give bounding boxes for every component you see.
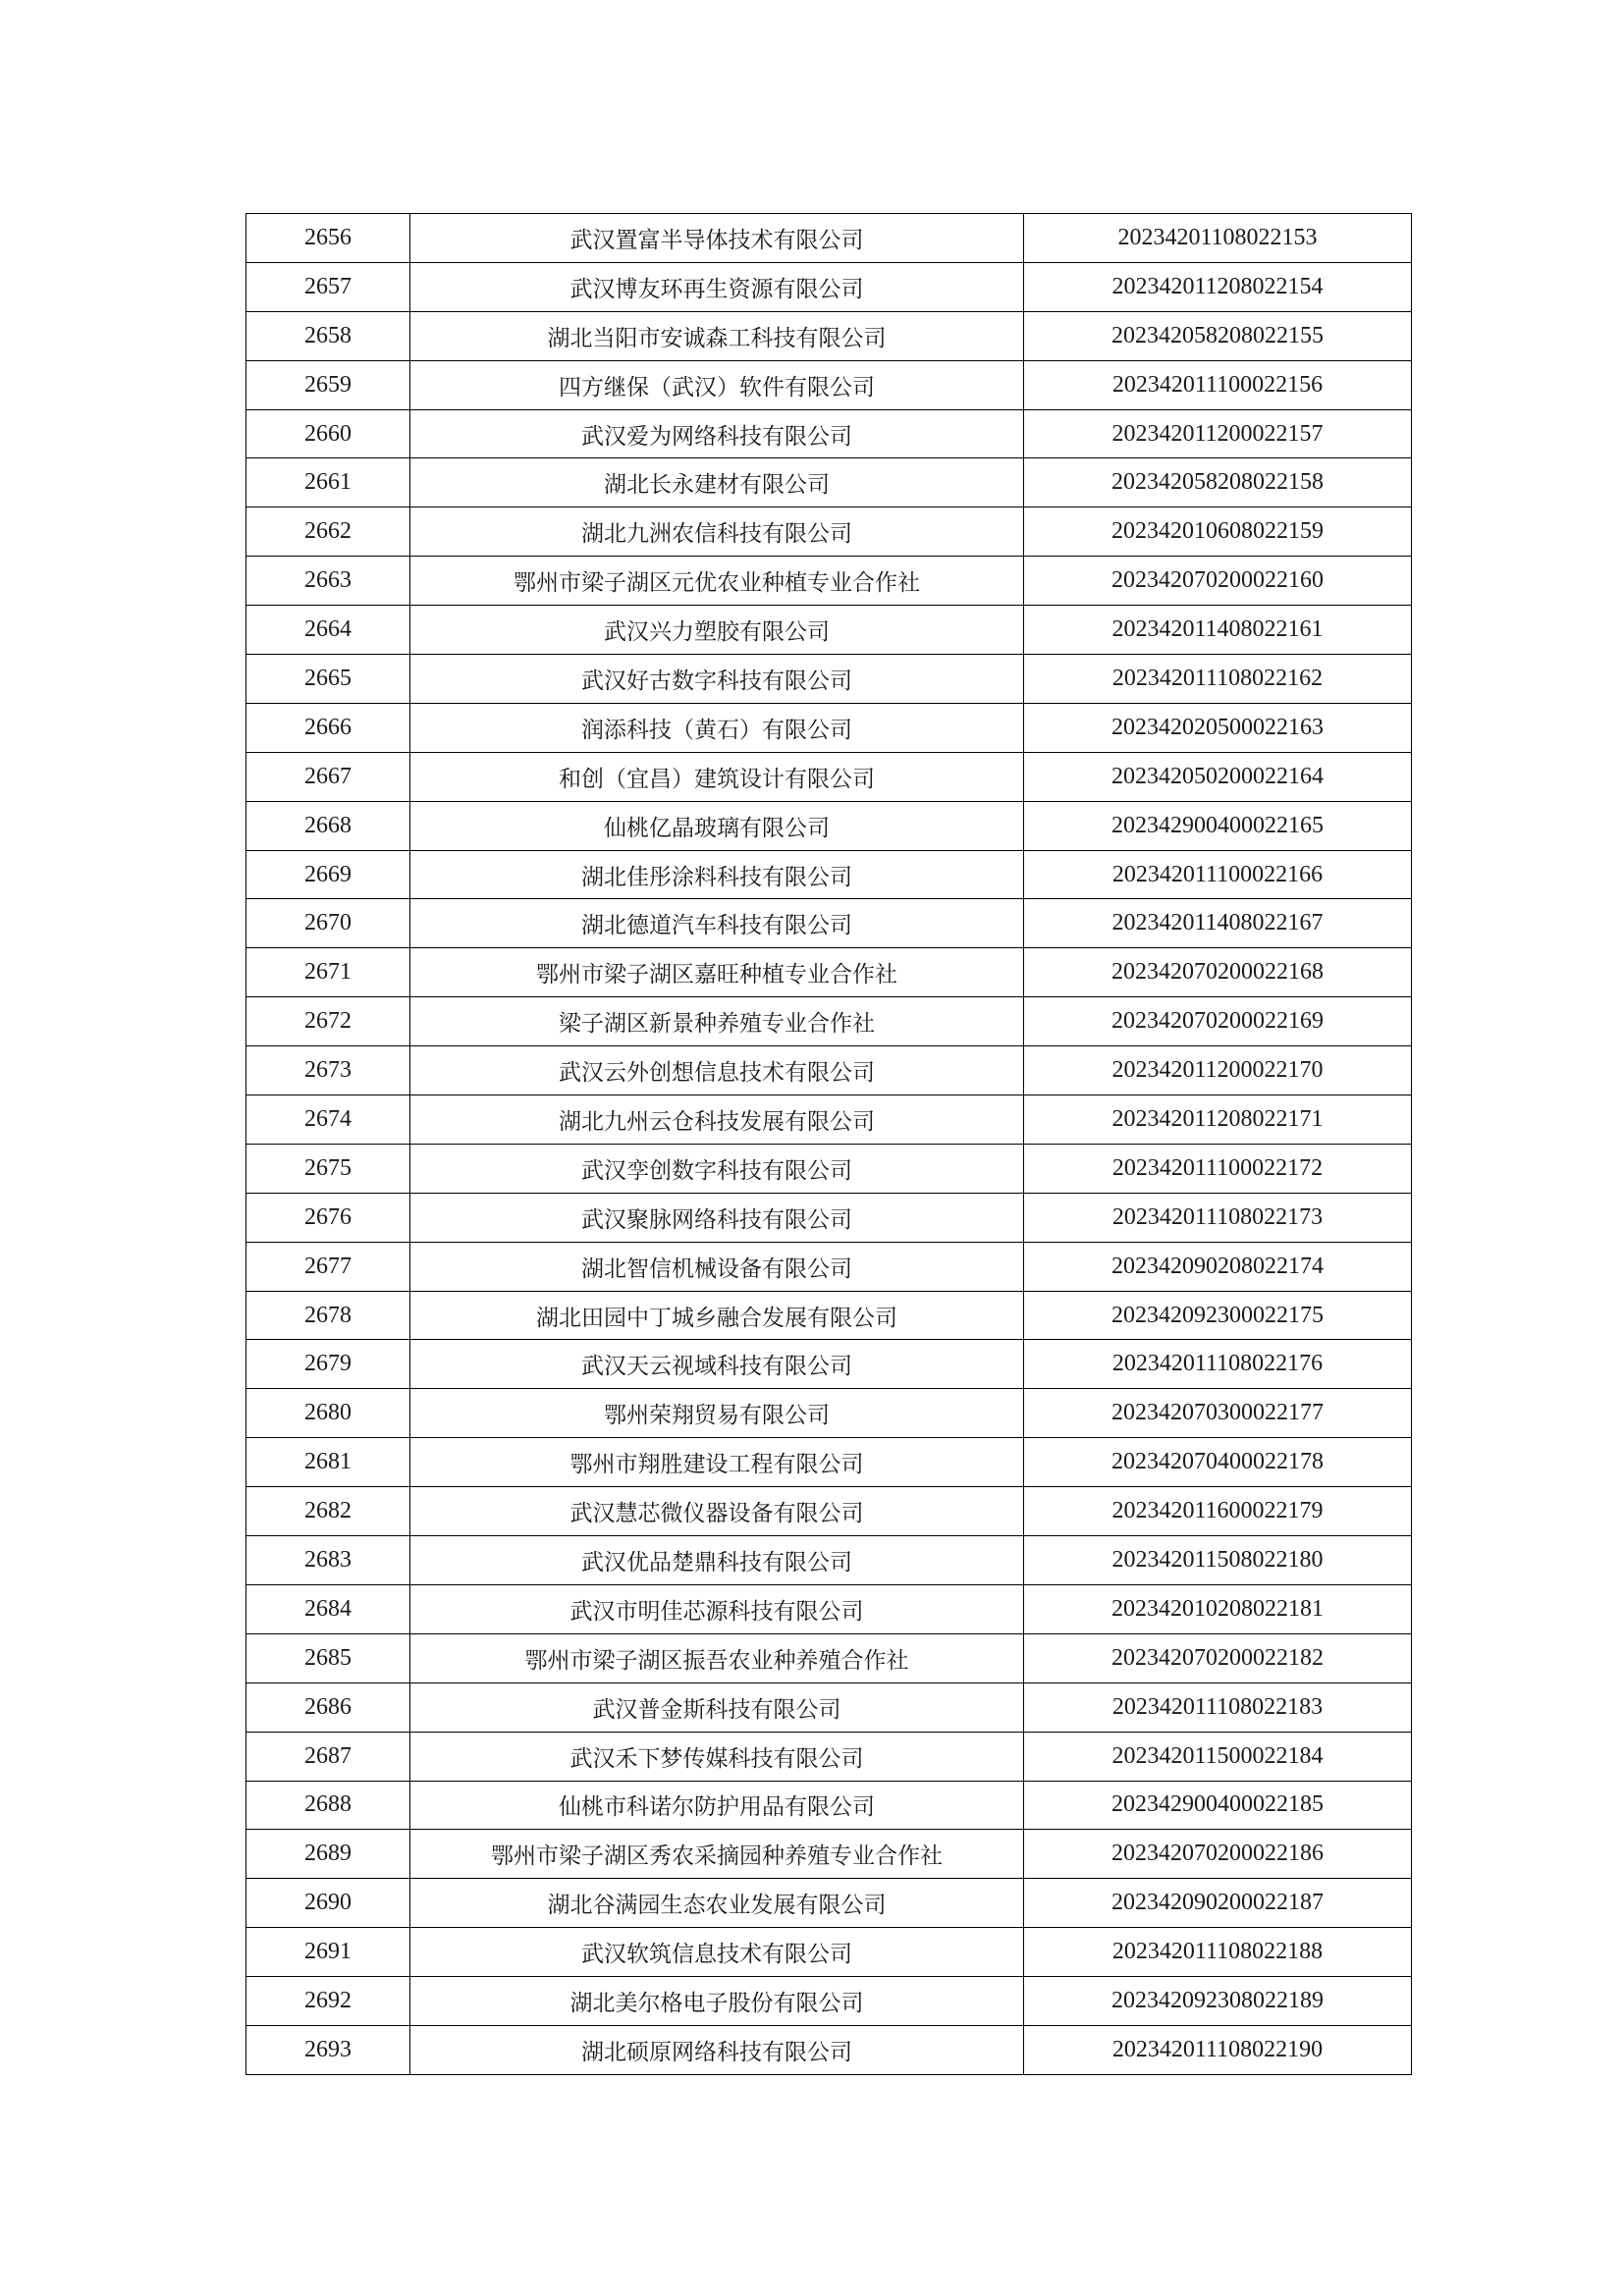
row-index-cell: 2684 xyxy=(246,1584,410,1633)
registration-code-cell: 202342058208022158 xyxy=(1024,458,1412,507)
table-row xyxy=(246,1340,1412,1389)
row-index-cell: 2679 xyxy=(246,1340,410,1389)
company-name-cell: 鄂州市梁子湖区嘉旺种植专业合作社 xyxy=(410,948,1024,997)
company-name-cell: 仙桃市科诺尔防护用品有限公司 xyxy=(410,1781,1024,1830)
company-name-cell: 鄂州市翔胜建设工程有限公司 xyxy=(410,1438,1024,1487)
table-row xyxy=(246,311,1412,360)
registration-code-cell: 202342070300022177 xyxy=(1024,1389,1412,1438)
company-name-cell: 武汉优品楚鼎科技有限公司 xyxy=(410,1536,1024,1585)
company-name-cell: 湖北九州云仓科技发展有限公司 xyxy=(410,1095,1024,1145)
row-index-cell: 2690 xyxy=(246,1879,410,1928)
registration-code-cell: 202342011108022162 xyxy=(1024,655,1412,704)
company-name-cell: 湖北长永建材有限公司 xyxy=(410,458,1024,507)
row-index-cell: 2668 xyxy=(246,801,410,850)
registration-code-cell: 202342011508022180 xyxy=(1024,1536,1412,1585)
table-row xyxy=(246,1682,1412,1732)
row-index-cell: 2680 xyxy=(246,1389,410,1438)
row-index-cell: 2660 xyxy=(246,409,410,458)
table-row xyxy=(246,1879,1412,1928)
row-index-cell: 2683 xyxy=(246,1536,410,1585)
registration-code-cell: 202342900400022165 xyxy=(1024,801,1412,850)
table-row xyxy=(246,1830,1412,1879)
table-row xyxy=(246,1095,1412,1145)
table-row xyxy=(246,214,1412,263)
company-name-cell: 梁子湖区新景种养殖专业合作社 xyxy=(410,997,1024,1046)
registration-code-cell: 202342020500022163 xyxy=(1024,703,1412,752)
row-index-cell: 2669 xyxy=(246,850,410,899)
table-row xyxy=(246,1781,1412,1830)
row-index-cell: 2664 xyxy=(246,606,410,655)
registration-code-cell: 202342011108022190 xyxy=(1024,2025,1412,2074)
table-row xyxy=(246,1977,1412,2026)
company-name-cell: 武汉软筑信息技术有限公司 xyxy=(410,1928,1024,1977)
registration-code-cell: 202342070200022186 xyxy=(1024,1830,1412,1879)
registration-code-cell: 202342011208022154 xyxy=(1024,262,1412,311)
table-row xyxy=(246,948,1412,997)
table-row xyxy=(246,1144,1412,1193)
company-name-cell: 武汉慧芯微仪器设备有限公司 xyxy=(410,1487,1024,1536)
row-index-cell: 2692 xyxy=(246,1977,410,2026)
registration-code-cell: 202342070200022182 xyxy=(1024,1633,1412,1682)
registration-code-cell: 202342070200022169 xyxy=(1024,997,1412,1046)
registration-code-cell: 202342011108022176 xyxy=(1024,1340,1412,1389)
row-index-cell: 2659 xyxy=(246,360,410,409)
row-index-cell: 2687 xyxy=(246,1732,410,1781)
registration-code-cell: 202342070200022160 xyxy=(1024,557,1412,606)
table-row xyxy=(246,1291,1412,1340)
company-name-cell: 湖北德道汽车科技有限公司 xyxy=(410,899,1024,948)
registration-code-cell: 202342070400022178 xyxy=(1024,1438,1412,1487)
registration-code-cell: 202342011200022157 xyxy=(1024,409,1412,458)
table-row xyxy=(246,606,1412,655)
registration-code-cell: 202342011100022166 xyxy=(1024,850,1412,899)
registration-code-cell: 202342090208022174 xyxy=(1024,1242,1412,1291)
table-row xyxy=(246,409,1412,458)
table-row xyxy=(246,1732,1412,1781)
registration-code-cell: 202342011408022161 xyxy=(1024,606,1412,655)
company-name-cell: 武汉兴力塑胶有限公司 xyxy=(410,606,1024,655)
company-name-cell: 武汉禾下梦传媒科技有限公司 xyxy=(410,1732,1024,1781)
registration-code-cell: 202342011408022167 xyxy=(1024,899,1412,948)
row-index-cell: 2682 xyxy=(246,1487,410,1536)
table-row xyxy=(246,360,1412,409)
table-row xyxy=(246,458,1412,507)
table-row xyxy=(246,1487,1412,1536)
company-name-cell: 武汉普金斯科技有限公司 xyxy=(410,1682,1024,1732)
table-row xyxy=(246,703,1412,752)
row-index-cell: 2676 xyxy=(246,1193,410,1242)
company-name-cell: 湖北谷满园生态农业发展有限公司 xyxy=(410,1879,1024,1928)
table-row xyxy=(246,899,1412,948)
company-name-cell: 武汉天云视域科技有限公司 xyxy=(410,1340,1024,1389)
company-name-cell: 鄂州市梁子湖区秀农采摘园种养殖专业合作社 xyxy=(410,1830,1024,1879)
row-index-cell: 2678 xyxy=(246,1291,410,1340)
row-index-cell: 2663 xyxy=(246,557,410,606)
company-name-cell: 鄂州市梁子湖区元优农业种植专业合作社 xyxy=(410,557,1024,606)
registration-code-cell: 202342011108022173 xyxy=(1024,1193,1412,1242)
company-name-cell: 润添科技（黄石）有限公司 xyxy=(410,703,1024,752)
table-row xyxy=(246,1536,1412,1585)
registration-code-cell: 202342050200022164 xyxy=(1024,752,1412,801)
company-name-cell: 武汉聚脉网络科技有限公司 xyxy=(410,1193,1024,1242)
company-name-cell: 湖北田园中丁城乡融合发展有限公司 xyxy=(410,1291,1024,1340)
table-row xyxy=(246,1389,1412,1438)
row-index-cell: 2658 xyxy=(246,311,410,360)
company-name-cell: 湖北美尔格电子股份有限公司 xyxy=(410,1977,1024,2026)
table-row xyxy=(246,507,1412,557)
company-name-cell: 湖北硕原网络科技有限公司 xyxy=(410,2025,1024,2074)
row-index-cell: 2677 xyxy=(246,1242,410,1291)
table-body xyxy=(246,214,1412,2075)
table-row xyxy=(246,1242,1412,1291)
registration-code-cell: 202342070200022168 xyxy=(1024,948,1412,997)
registration-code-cell: 202342092308022189 xyxy=(1024,1977,1412,2026)
registration-code-cell: 202342058208022155 xyxy=(1024,311,1412,360)
registration-code-cell: 202342900400022185 xyxy=(1024,1781,1412,1830)
registration-code-cell: 202342011600022179 xyxy=(1024,1487,1412,1536)
table-row xyxy=(246,1928,1412,1977)
company-name-cell: 武汉置富半导体技术有限公司 xyxy=(410,214,1024,263)
row-index-cell: 2656 xyxy=(246,214,410,263)
table-row xyxy=(246,1193,1412,1242)
company-name-cell: 湖北智信机械设备有限公司 xyxy=(410,1242,1024,1291)
row-index-cell: 2661 xyxy=(246,458,410,507)
row-index-cell: 2686 xyxy=(246,1682,410,1732)
registration-code-cell: 202342011100022172 xyxy=(1024,1144,1412,1193)
table-row xyxy=(246,1438,1412,1487)
row-index-cell: 2672 xyxy=(246,997,410,1046)
registration-code-cell: 202342011100022156 xyxy=(1024,360,1412,409)
company-name-cell: 鄂州荣翔贸易有限公司 xyxy=(410,1389,1024,1438)
row-index-cell: 2693 xyxy=(246,2025,410,2074)
table-row xyxy=(246,752,1412,801)
row-index-cell: 2666 xyxy=(246,703,410,752)
registration-code-cell: 202342011108022183 xyxy=(1024,1682,1412,1732)
company-name-cell: 武汉市明佳芯源科技有限公司 xyxy=(410,1584,1024,1633)
table-row xyxy=(246,2025,1412,2074)
row-index-cell: 2674 xyxy=(246,1095,410,1145)
table-row xyxy=(246,557,1412,606)
row-index-cell: 2662 xyxy=(246,507,410,557)
row-index-cell: 2667 xyxy=(246,752,410,801)
row-index-cell: 2657 xyxy=(246,262,410,311)
row-index-cell: 2691 xyxy=(246,1928,410,1977)
row-index-cell: 2689 xyxy=(246,1830,410,1879)
table-row xyxy=(246,262,1412,311)
company-name-cell: 湖北九洲农信科技有限公司 xyxy=(410,507,1024,557)
table-row xyxy=(246,1584,1412,1633)
row-index-cell: 2688 xyxy=(246,1781,410,1830)
company-name-cell: 武汉云外创想信息技术有限公司 xyxy=(410,1046,1024,1095)
table-row xyxy=(246,997,1412,1046)
row-index-cell: 2685 xyxy=(246,1633,410,1682)
row-index-cell: 2671 xyxy=(246,948,410,997)
registration-code-cell: 202342011500022184 xyxy=(1024,1732,1412,1781)
table-row xyxy=(246,850,1412,899)
company-name-cell: 武汉孪创数字科技有限公司 xyxy=(410,1144,1024,1193)
company-name-cell: 武汉爱为网络科技有限公司 xyxy=(410,409,1024,458)
company-name-cell: 武汉博友环再生资源有限公司 xyxy=(410,262,1024,311)
company-name-cell: 湖北佳彤涂料科技有限公司 xyxy=(410,850,1024,899)
table-row xyxy=(246,1046,1412,1095)
company-name-cell: 鄂州市梁子湖区振吾农业种养殖合作社 xyxy=(410,1633,1024,1682)
registration-code-cell: 202342010608022159 xyxy=(1024,507,1412,557)
company-name-cell: 武汉好古数字科技有限公司 xyxy=(410,655,1024,704)
row-index-cell: 2670 xyxy=(246,899,410,948)
registration-code-cell: 202342092300022175 xyxy=(1024,1291,1412,1340)
registration-code-cell: 202342010208022181 xyxy=(1024,1584,1412,1633)
company-name-cell: 四方继保（武汉）软件有限公司 xyxy=(410,360,1024,409)
row-index-cell: 2665 xyxy=(246,655,410,704)
table-row xyxy=(246,655,1412,704)
row-index-cell: 2681 xyxy=(246,1438,410,1487)
company-name-cell: 和创（宜昌）建筑设计有限公司 xyxy=(410,752,1024,801)
table-row xyxy=(246,1633,1412,1682)
company-name-cell: 湖北当阳市安诚森工科技有限公司 xyxy=(410,311,1024,360)
table-row xyxy=(246,801,1412,850)
row-index-cell: 2675 xyxy=(246,1144,410,1193)
registration-code-cell: 202342090200022187 xyxy=(1024,1879,1412,1928)
registration-code-cell: 202342011108022188 xyxy=(1024,1928,1412,1977)
registration-code-cell: 20234201108022153 xyxy=(1024,214,1412,263)
registration-code-cell: 202342011208022171 xyxy=(1024,1095,1412,1145)
company-name-cell: 仙桃亿晶玻璃有限公司 xyxy=(410,801,1024,850)
registration-code-cell: 202342011200022170 xyxy=(1024,1046,1412,1095)
row-index-cell: 2673 xyxy=(246,1046,410,1095)
company-list-table xyxy=(245,213,1412,2075)
